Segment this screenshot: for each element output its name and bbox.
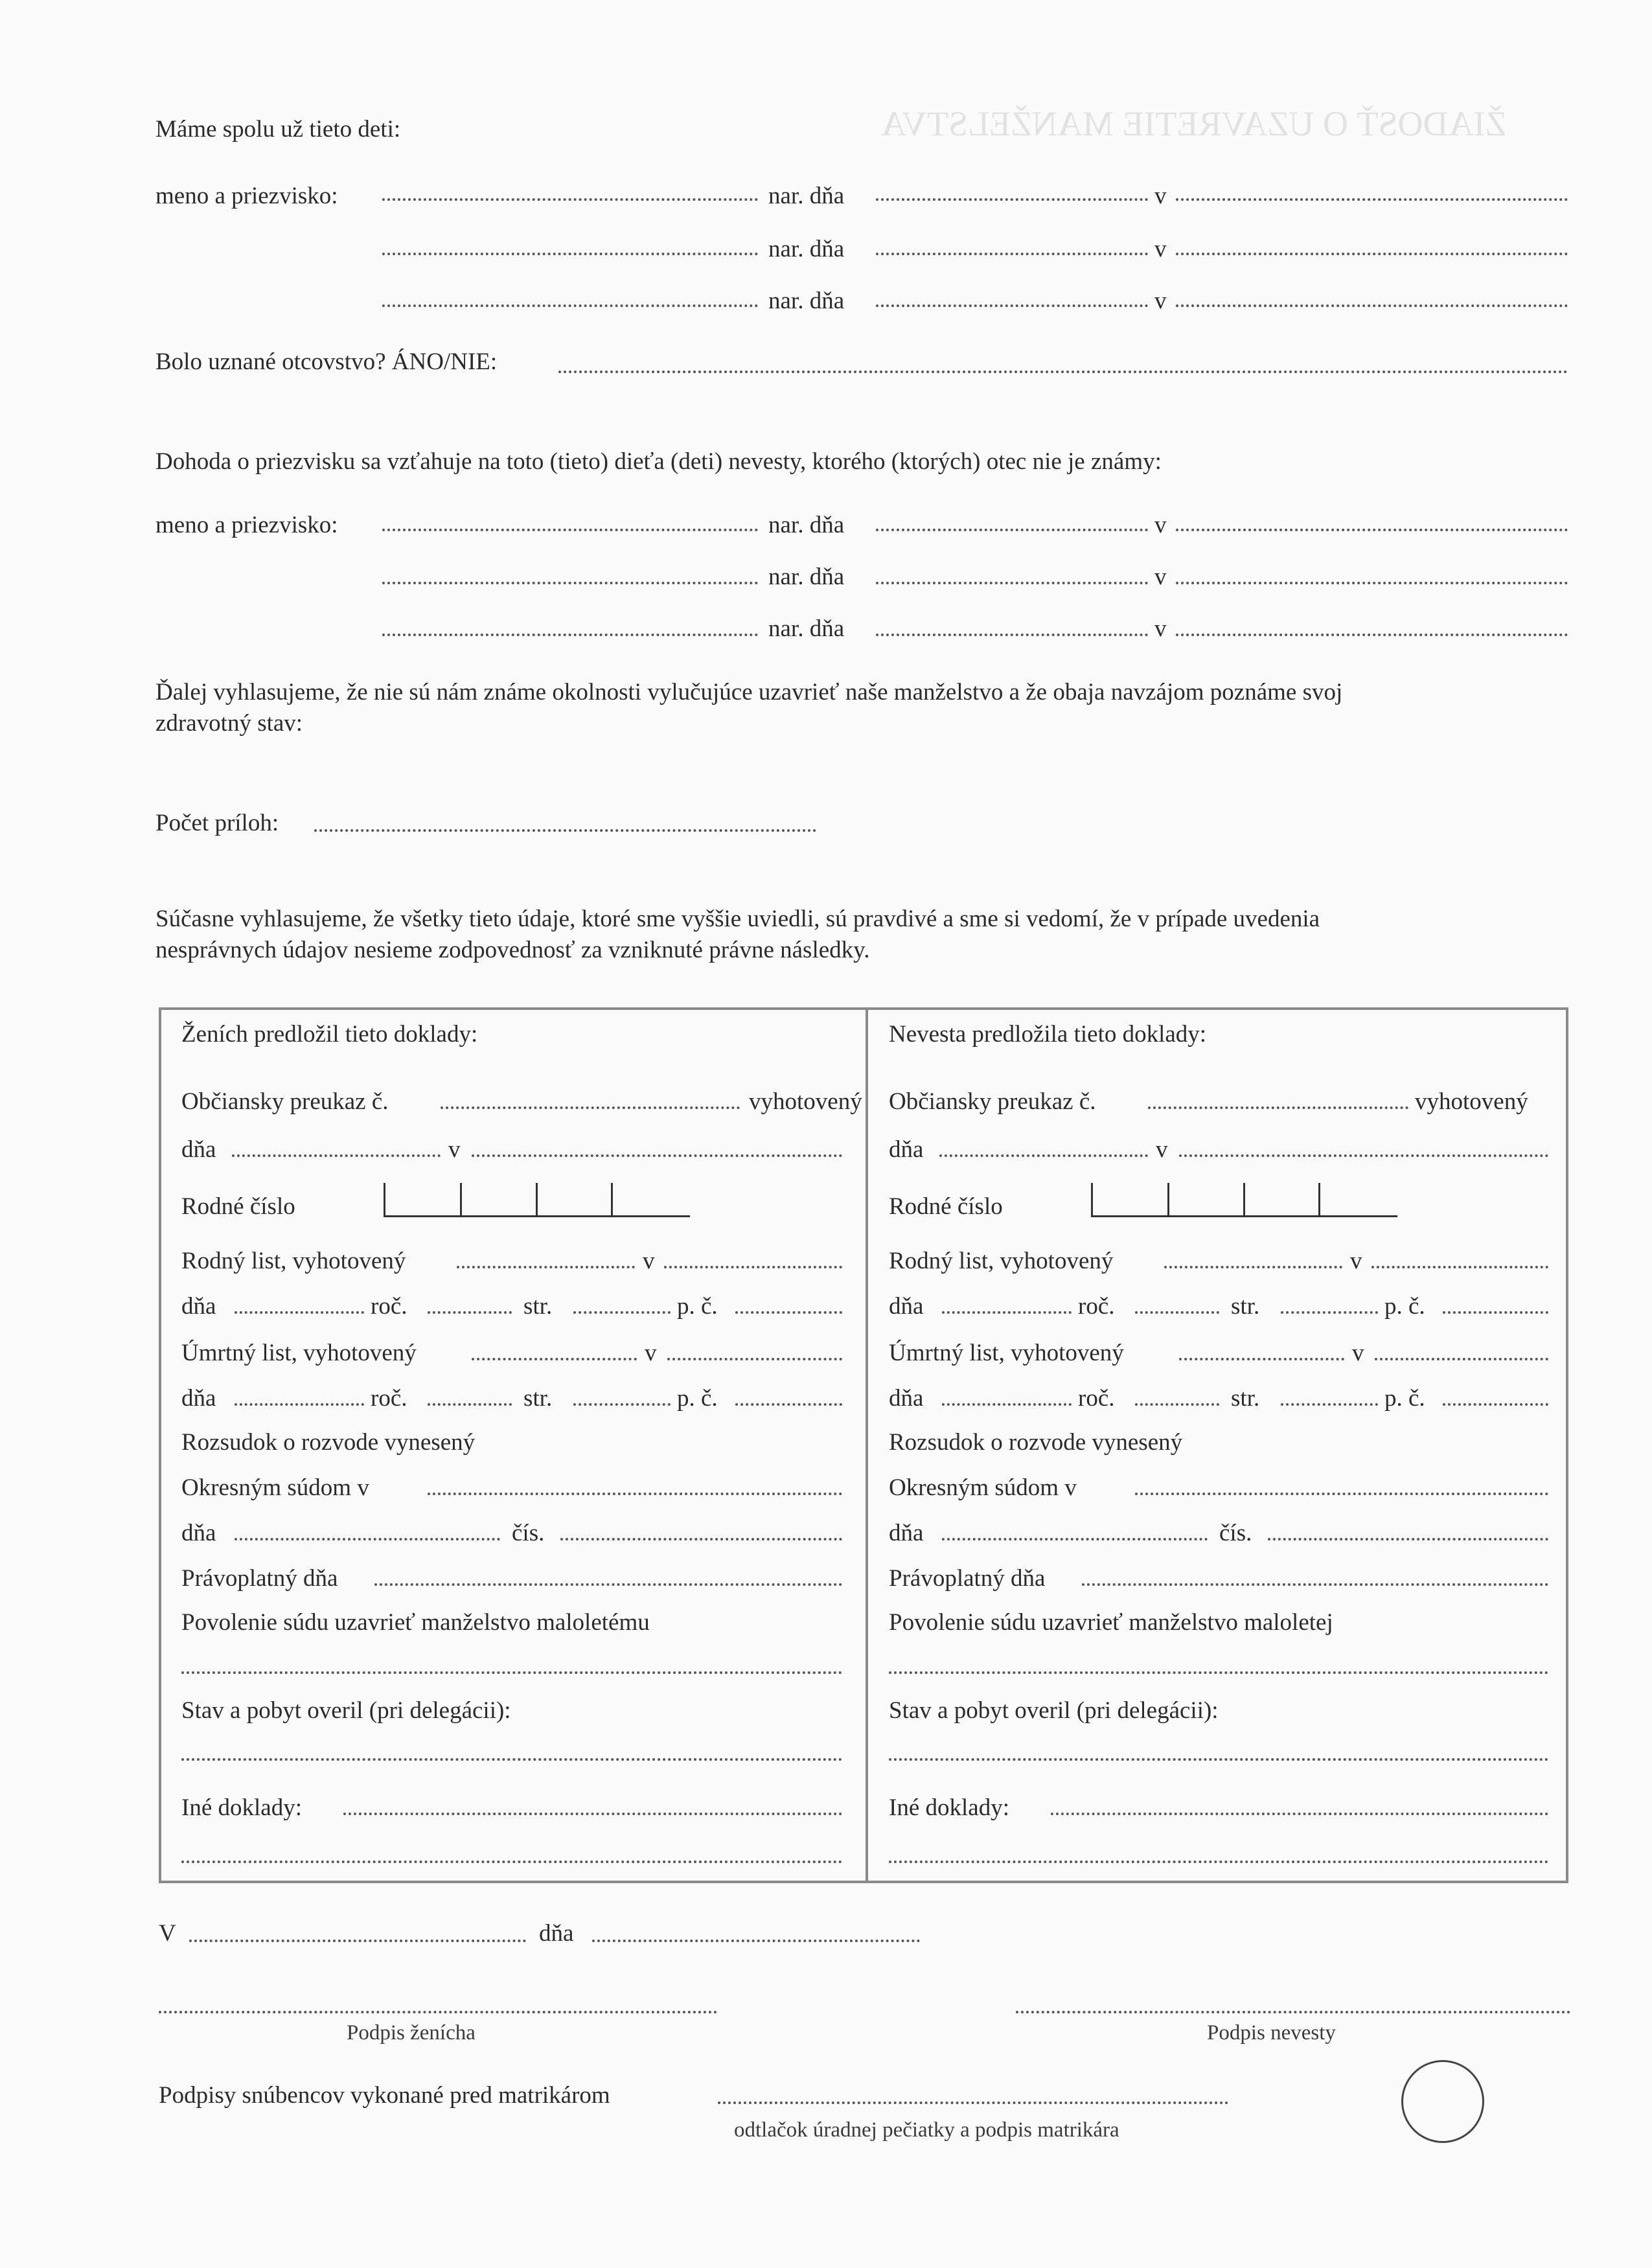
groom-death-cert-in-label: v (645, 1340, 657, 1366)
child-born-label: nar. dňa (768, 236, 845, 262)
bride-in-label: v (1156, 1136, 1168, 1163)
groom-death-day-field[interactable] (235, 1403, 364, 1406)
bride-birth-pc-field[interactable] (1443, 1311, 1548, 1314)
agreement-child-1-date-field[interactable] (876, 529, 1148, 531)
groom-id-card-field[interactable] (441, 1106, 740, 1109)
child-2-place-field[interactable] (1176, 253, 1568, 255)
agreement-born-label: nar. dňa (768, 615, 845, 642)
groom-cis-label: čís. (512, 1520, 545, 1546)
bride-birth-str-label: str. (1231, 1293, 1260, 1320)
groom-court-label: Okresným súdom v (181, 1474, 369, 1501)
groom-status-label: Stav a pobyt overil (pri delegácii): (181, 1697, 511, 1724)
child-in-label: v (1154, 183, 1167, 209)
child-born-label: nar. dňa (768, 288, 845, 314)
bride-death-cert-date-field[interactable] (1179, 1358, 1344, 1360)
bride-status-label: Stav a pobyt overil (pri delegácii): (889, 1697, 1219, 1724)
groom-signature-line[interactable] (159, 2011, 717, 2013)
documents-box-divider (866, 1007, 868, 1883)
bleed-through-title: ŽIADOSŤ O UZAVRETIE MANŽELSTVA (881, 104, 1507, 143)
child-in-label: v (1154, 288, 1167, 314)
declaration-line-1: Ďalej vyhlasujeme, že nie sú nám známe okolnosti vylučujúce uzavrieť naše manželstvo a že obaja navzájom poznáme svoj (155, 679, 1343, 705)
child-3-place-field[interactable] (1176, 304, 1568, 307)
groom-birth-day-label: dňa (181, 1293, 216, 1320)
agreement-child-3-date-field[interactable] (876, 634, 1148, 636)
bride-birth-day-label: dňa (889, 1293, 924, 1320)
groom-id-place-field[interactable] (472, 1154, 842, 1157)
groom-birth-pc-label: p. č. (677, 1293, 718, 1320)
declaration-line-2: zdravotný stav: (155, 710, 303, 737)
bride-birth-number-label: Rodné číslo (889, 1193, 1003, 1220)
groom-birth-cert-label: Rodný list, vyhotovený (181, 1248, 406, 1274)
bride-signature-caption: Podpis nevesty (1207, 2021, 1336, 2045)
groom-death-pc-field[interactable] (735, 1403, 842, 1406)
bride-status-field[interactable] (889, 1758, 1548, 1761)
groom-birth-cert-date-field[interactable] (457, 1266, 635, 1268)
bride-birth-day-field[interactable] (942, 1311, 1072, 1314)
bride-death-day-field[interactable] (942, 1403, 1072, 1406)
bride-court-day-field[interactable] (942, 1538, 1208, 1541)
registrar-signature-field[interactable] (718, 2102, 1228, 2104)
bride-permit-label: Povolenie súdu uzavrieť manželstvo maloletej (889, 1609, 1333, 1636)
groom-permit-field[interactable] (181, 1671, 842, 1674)
bride-birth-roc-field[interactable] (1135, 1311, 1219, 1314)
agreement-in-label: v (1154, 615, 1167, 642)
bride-birth-cert-place-field[interactable] (1371, 1266, 1548, 1268)
bride-birth-pc-label: p. č. (1384, 1293, 1425, 1320)
groom-birth-cert-place-field[interactable] (664, 1266, 842, 1268)
bride-cis-field[interactable] (1268, 1538, 1548, 1541)
agreement-child-3-place-field[interactable] (1176, 634, 1568, 636)
bride-court-day-label: dňa (889, 1520, 924, 1546)
bride-other-label: Iné doklady: (889, 1794, 1009, 1821)
paternity-label: Bolo uznané otcovstvo? ÁNO/NIE: (155, 349, 498, 375)
bride-other-field-2[interactable] (889, 1861, 1548, 1863)
bride-issued-label: vyhotovený (1415, 1088, 1528, 1115)
agreement-child-2-name-field[interactable] (382, 582, 758, 584)
bride-birth-str-field[interactable] (1281, 1311, 1378, 1314)
agreement-child-1-place-field[interactable] (1176, 529, 1568, 531)
child-name-label: meno a priezvisko: (155, 183, 338, 209)
bride-birth-cert-label: Rodný list, vyhotovený (889, 1248, 1114, 1274)
agreement-born-label: nar. dňa (768, 512, 845, 538)
bride-death-str-field[interactable] (1281, 1403, 1378, 1406)
bride-heading: Nevesta predložila tieto doklady: (889, 1021, 1207, 1048)
bride-death-cert-in-label: v (1352, 1340, 1364, 1366)
bride-death-roc-label: roč. (1078, 1385, 1115, 1412)
groom-signature-caption: Podpis ženícha (347, 2021, 476, 2045)
children-intro: Máme spolu už tieto deti: (155, 116, 401, 143)
bride-permit-field[interactable] (889, 1671, 1548, 1674)
date-label: dňa (539, 1920, 574, 1947)
groom-status-field[interactable] (181, 1758, 842, 1761)
bride-id-place-field[interactable] (1179, 1154, 1548, 1157)
date-field[interactable] (592, 1940, 920, 1942)
bride-death-roc-field[interactable] (1135, 1403, 1219, 1406)
bride-day-label: dňa (889, 1136, 924, 1163)
child-2-date-field[interactable] (876, 253, 1148, 255)
bride-death-pc-label: p. č. (1384, 1385, 1425, 1412)
agreement-in-label: v (1154, 512, 1167, 538)
groom-divorce-label: Rozsudok o rozvode vynesený (181, 1429, 476, 1456)
groom-death-cert-date-field[interactable] (472, 1358, 637, 1360)
agreement-child-2-date-field[interactable] (876, 582, 1148, 584)
bride-death-str-label: str. (1231, 1385, 1260, 1412)
place-label: V (159, 1920, 176, 1947)
groom-birth-roc-label: roč. (371, 1293, 407, 1320)
groom-heading: Ženích predložil tieto doklady: (181, 1021, 478, 1048)
groom-permit-label: Povolenie súdu uzavrieť manželstvo maloletému (181, 1609, 650, 1636)
attachments-field[interactable] (314, 829, 816, 832)
place-field[interactable] (189, 1940, 526, 1942)
bride-death-cert-label: Úmrtný list, vyhotovený (889, 1340, 1124, 1366)
groom-birth-number-label: Rodné číslo (181, 1193, 295, 1220)
child-2-name-field[interactable] (382, 253, 758, 255)
groom-valid-field[interactable] (374, 1583, 842, 1586)
groom-birth-pc-field[interactable] (735, 1311, 842, 1314)
groom-death-pc-label: p. č. (677, 1385, 718, 1412)
bride-cis-label: čís. (1219, 1520, 1252, 1546)
groom-death-roc-field[interactable] (428, 1403, 512, 1406)
stamp-caption: odtlačok úradnej pečiatky a podpis matrikára (734, 2118, 1119, 2142)
groom-court-day-label: dňa (181, 1520, 216, 1546)
bride-signature-line[interactable] (1016, 2011, 1570, 2013)
child-in-label: v (1154, 236, 1167, 262)
agreement-child-2-place-field[interactable] (1176, 582, 1568, 584)
child-3-date-field[interactable] (876, 304, 1148, 307)
truth-line-2: nesprávnych údajov nesieme zodpovednosť za vzniknuté právne následky. (155, 937, 870, 963)
agreement-name-label: meno a priezvisko: (155, 512, 338, 538)
bride-court-field[interactable] (1135, 1493, 1548, 1495)
agreement-in-label: v (1154, 564, 1167, 590)
groom-court-field[interactable] (428, 1493, 842, 1495)
groom-death-str-label: str. (523, 1385, 553, 1412)
groom-birth-str-label: str. (523, 1293, 553, 1320)
surname-agreement-intro: Dohoda o priezvisku sa vzťahuje na toto (tieto) dieťa (deti) nevesty, ktorého (ktorých) otec nie je známy: (155, 448, 1162, 475)
groom-birth-day-field[interactable] (235, 1311, 364, 1314)
groom-death-day-label: dňa (181, 1385, 216, 1412)
bride-id-date-field[interactable] (939, 1154, 1148, 1157)
child-1-name-field[interactable] (382, 198, 758, 201)
groom-id-card-label: Občiansky preukaz č. (181, 1088, 389, 1115)
groom-birth-str-field[interactable] (573, 1311, 671, 1314)
groom-death-cert-place-field[interactable] (667, 1358, 842, 1360)
agreement-born-label: nar. dňa (768, 564, 845, 590)
groom-cis-field[interactable] (560, 1538, 842, 1541)
bride-id-card-field[interactable] (1148, 1106, 1408, 1109)
bride-death-pc-field[interactable] (1443, 1403, 1548, 1406)
paternity-field[interactable] (558, 371, 1568, 373)
registrar-label: Podpisy snúbencov vykonané pred matrikárom (159, 2082, 610, 2109)
groom-death-str-field[interactable] (573, 1403, 671, 1406)
bride-birth-cert-date-field[interactable] (1164, 1266, 1342, 1268)
bride-court-label: Okresným súdom v (889, 1474, 1077, 1501)
child-born-label: nar. dňa (768, 183, 845, 209)
truth-line-1: Súčasne vyhlasujeme, že všetky tieto údaje, ktoré sme vyššie uviedli, sú pravdivé a sme si vedomí, že v prípade uvedenia (155, 906, 1320, 932)
groom-other-label: Iné doklady: (181, 1794, 302, 1821)
bride-other-field-1[interactable] (1051, 1813, 1548, 1815)
agreement-child-3-name-field[interactable] (382, 634, 758, 636)
groom-in-label: v (448, 1136, 461, 1163)
child-1-date-field[interactable] (876, 198, 1148, 201)
bride-divorce-label: Rozsudok o rozvode vynesený (889, 1429, 1183, 1456)
groom-day-label: dňa (181, 1136, 216, 1163)
bride-valid-field[interactable] (1082, 1583, 1548, 1586)
agreement-child-1-name-field[interactable] (382, 529, 758, 531)
groom-valid-label: Právoplatný dňa (181, 1565, 338, 1592)
groom-other-field-1[interactable] (343, 1813, 842, 1815)
stamp-circle (1401, 2060, 1484, 2143)
bride-birth-cert-in-label: v (1350, 1248, 1362, 1274)
groom-issued-label: vyhotovený (749, 1088, 862, 1115)
bride-death-day-label: dňa (889, 1385, 924, 1412)
bride-death-cert-place-field[interactable] (1375, 1358, 1548, 1360)
bride-valid-label: Právoplatný dňa (889, 1565, 1046, 1592)
groom-birth-roc-field[interactable] (428, 1311, 512, 1314)
groom-birth-cert-in-label: v (643, 1248, 655, 1274)
bride-birth-roc-label: roč. (1078, 1293, 1115, 1320)
groom-birth-number-boxes[interactable] (384, 1183, 690, 1217)
child-1-place-field[interactable] (1176, 198, 1568, 201)
groom-id-date-field[interactable] (232, 1154, 441, 1157)
groom-other-field-2[interactable] (181, 1861, 842, 1863)
child-3-name-field[interactable] (382, 304, 758, 307)
bride-id-card-label: Občiansky preukaz č. (889, 1088, 1096, 1115)
bride-birth-number-boxes[interactable] (1091, 1183, 1397, 1217)
groom-death-roc-label: roč. (371, 1385, 407, 1412)
groom-death-cert-label: Úmrtný list, vyhotovený (181, 1340, 417, 1366)
groom-court-day-field[interactable] (235, 1538, 500, 1541)
attachments-label: Počet príloh: (155, 810, 279, 836)
